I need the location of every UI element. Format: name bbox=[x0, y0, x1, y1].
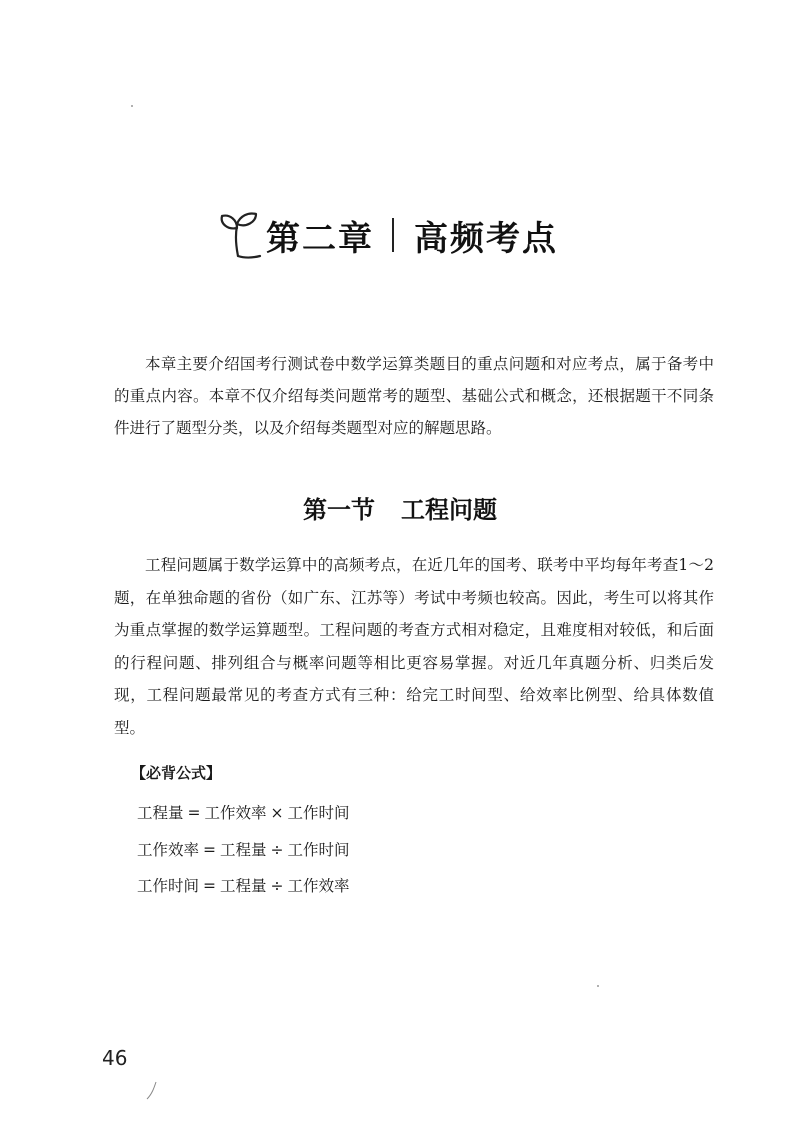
formula-line bbox=[137, 838, 350, 860]
section-number: 第一节 bbox=[303, 496, 375, 524]
formula-term-b: 工作时间 bbox=[287, 804, 350, 822]
formula-term-b: 工作效率 bbox=[287, 877, 350, 895]
section-heading bbox=[0, 490, 800, 525]
formula-term-b: 工作时间 bbox=[287, 841, 350, 859]
formula-term-a: 工作效率 bbox=[204, 804, 267, 822]
formula-lhs: 工程量 bbox=[137, 804, 184, 822]
section-title: 工程问题 bbox=[401, 496, 497, 524]
formula-equals: = bbox=[203, 841, 217, 859]
formula-equals: = bbox=[187, 804, 201, 822]
chapter-title: 高频考点 bbox=[414, 218, 558, 259]
formula-line bbox=[137, 801, 350, 823]
formula-label: 【必背公式】 bbox=[131, 764, 222, 782]
page-number: 46 bbox=[102, 1046, 128, 1070]
formula-operator: ÷ bbox=[270, 841, 284, 859]
chapter-intro-paragraph: 本章主要介绍国考行测试卷中数学运算类题目的重点问题和对应考点，属于备考中的重点内容。本章不仅介绍每类问题常考的题型、基础公式和概念，还根据题干不同条件进行了题型分类，以及介绍每类题型对应的解题思路。 bbox=[114, 355, 714, 437]
chapter-number: 第二章 bbox=[266, 218, 374, 259]
formula-term-a: 工程量 bbox=[220, 841, 267, 859]
section-body-paragraph: 工程问题属于数学运算中的高频考点，在近几年的国考、联考中平均每年考查1～2题，在单独命题的省份（如广东、江苏等）考试中考频也较高。因此，考生可以将其作为重点掌握的数学运算题型。工程问题的考查方式相对稳定，且难度相对较低，和后面的行程问题、排列组合与概率问题等相比更容易掌握。对近几年真题分析、归类后发现，工程问题最常见的考查方式有三种：给完工时间型、给效率比例型、给具体数值型。 bbox=[114, 556, 714, 737]
formula-lhs: 工作时间 bbox=[137, 877, 200, 895]
chapter-heading bbox=[214, 200, 574, 270]
formula-line bbox=[137, 874, 350, 896]
scan-speck bbox=[131, 105, 133, 107]
formula-operator: ÷ bbox=[270, 877, 284, 895]
scan-speck bbox=[597, 985, 599, 987]
sprout-icon bbox=[214, 204, 264, 260]
formula-lhs: 工作效率 bbox=[137, 841, 200, 859]
formula-equals: = bbox=[203, 877, 217, 895]
chapter-divider bbox=[392, 218, 394, 252]
formula-term-a: 工程量 bbox=[220, 877, 267, 895]
scan-mark bbox=[144, 1080, 160, 1102]
formula-operator: × bbox=[270, 804, 284, 822]
